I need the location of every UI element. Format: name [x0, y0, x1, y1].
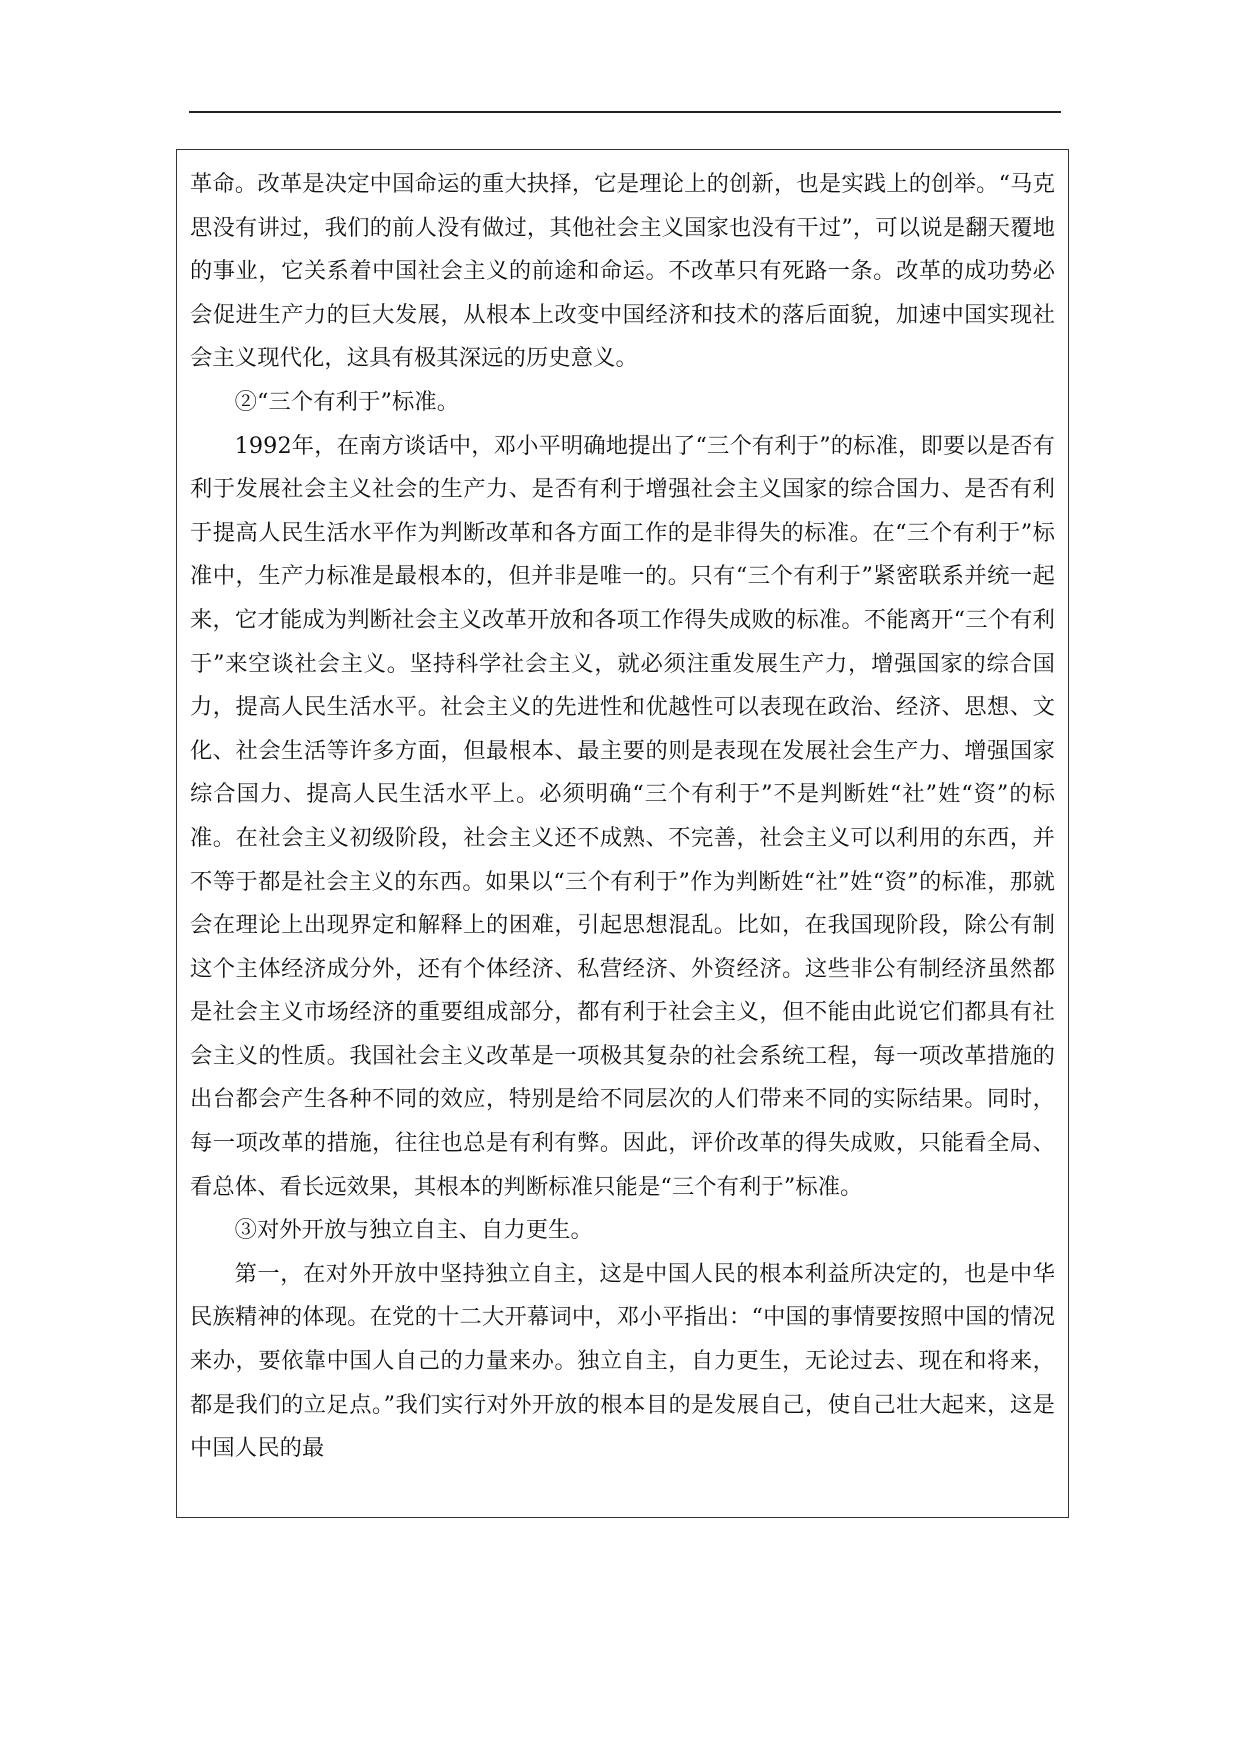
content-box	[176, 149, 1069, 1518]
paragraph-independence: 第一，在对外开放中坚持独立自主，这是中国人民的根本利益所决定的，也是中华民族精神的体现。在党的十二大开幕词中，邓小平指出：“中国的事情要按照中国的情况来办，要依靠中国人自己的力量来办。独立自主，自力更生，无论过去、现在和将来，都是我们的立足点。”我们实行对外开放的根本目的是发展自己，使自己壮大起来，这是中国人民的最	[190, 1260, 1055, 1462]
heading-three-benefits: ②“三个有利于”标准。	[234, 388, 460, 415]
heading-opening-up: ③对外开放与独立自主、自力更生。	[234, 1217, 593, 1244]
paragraph-three-benefits: 1992年，在南方谈话中，邓小平明确地提出了“三个有利于”的标准，即要以是否有利于发展社会主义社会的生产力、是否有利于增强社会主义国家的综合国力、是否有利于提高人民生活水平作为判断改革和各方面工作的是非得失的标准。在“三个有利于”标准中，生产力标准是最根本的，但并非是唯一的。只有“三个有利于”紧密联系并统一起来，它才能成为判断社会主义改革开放和各项工作得失成败的标准。不能离开“三个有利于”来空谈社会主义。坚持科学社会主义，就必须注重发展生产力，增强国家的综合国力，提高人民生活水平。社会主义的先进性和优越性可以表现在政治、经济、思想、文化、社会生活等许多方面，但最根本、最主要的则是表现在发展社会生产力、增强国家综合国力、提高人民生活水平上。必须明确“三个有利于”不是判断姓“社”姓“资”的标准。在社会主义初级阶段，社会主义还不成熟、不完善，社会主义可以利用的东西，并不等于都是社会主义的东西。如果以“三个有利于”作为判断姓“社”姓“资”的标准，那就会在理论上出现界定和解释上的困难，引起思想混乱。比如，在我国现阶段，除公有制这个主体经济成分外，还有个体经济、私营经济、外资经济。这些非公有制经济虽然都是社会主义市场经济的重要组成部分，都有利于社会主义，但不能由此说它们都具有社会主义的性质。我国社会主义改革是一项极其复杂的社会系统工程，每一项改革措施的出台都会产生各种不同的效应，特别是给不同层次的人们带来不同的实际结果。同时，每一项改革的措施，往往也总是有利有弊。因此，评价改革的得失成败，只能看全局、看总体、看长远效果，其根本的判断标准只能是“三个有利于”标准。	[190, 432, 1055, 1200]
header-rule	[189, 111, 1061, 113]
paragraph-revolution: 革命。改革是决定中国命运的重大抉择，它是理论上的创新，也是实践上的创举。“马克思没有讲过，我们的前人没有做过，其他社会主义国家也没有干过”，可以说是翻天覆地的事业，它关系着中国社会主义的前途和命运。不改革只有死路一条。改革的成功势必会促进生产力的巨大发展，从根本上改变中国经济和技术的落后面貌，加速中国实现社会主义现代化，这具有极其深远的历史意义。	[190, 171, 1055, 372]
